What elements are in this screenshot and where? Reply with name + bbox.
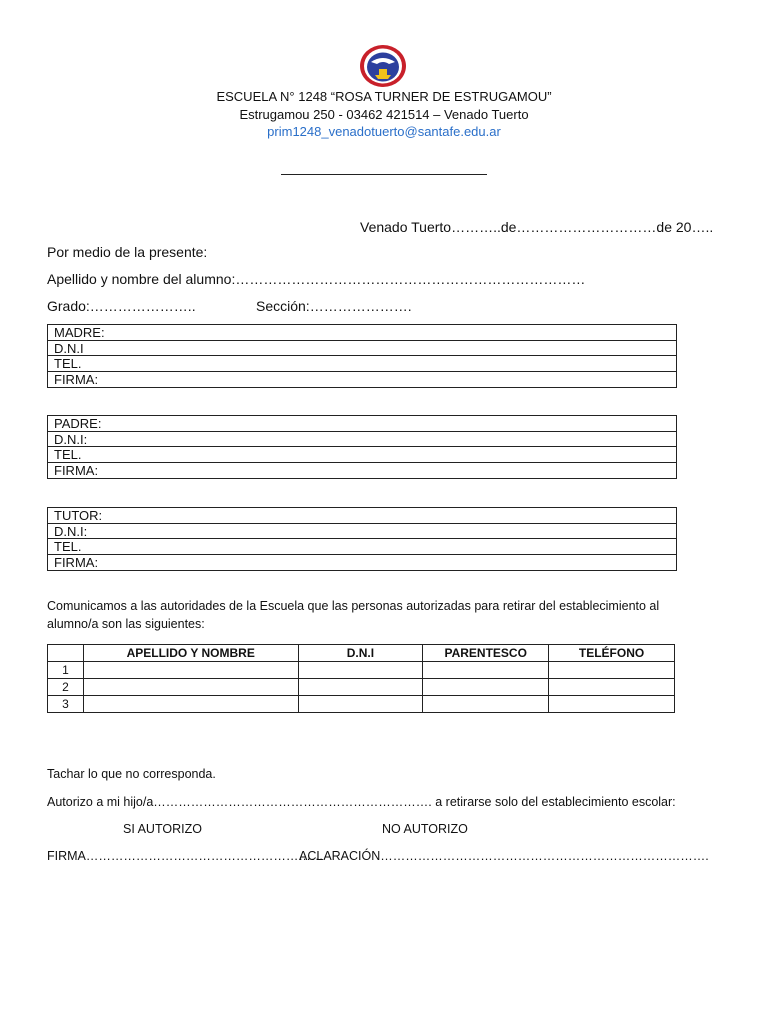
notice-line-2: alumno/a son las siguientes: <box>47 617 205 631</box>
relationship-cell[interactable] <box>423 662 549 679</box>
mother-box <box>47 324 677 388</box>
relationship-cell[interactable] <box>423 696 549 713</box>
yes-authorize-option[interactable]: SI AUTORIZO <box>123 822 202 836</box>
school-email[interactable]: prim1248_venadotuerto@santafe.edu.ar <box>267 124 501 139</box>
relationship-cell[interactable] <box>423 679 549 696</box>
row-number: 2 <box>48 679 84 696</box>
dni-cell[interactable] <box>298 679 423 696</box>
dni-cell[interactable] <box>298 662 423 679</box>
table-header-relationship: PARENTESCO <box>423 645 549 662</box>
name-cell[interactable] <box>83 696 298 713</box>
school-address: Estrugamou 250 - 03462 421514 – Venado Tuerto <box>239 107 529 122</box>
intro-text: Por medio de la presente: <box>47 244 208 260</box>
header-rule <box>281 174 487 175</box>
name-cell[interactable] <box>83 662 298 679</box>
tutor-signature: FIRMA: <box>54 554 99 570</box>
father-label: PADRE: <box>48 416 676 432</box>
mother-tel: TEL. <box>48 356 676 372</box>
father-tel: TEL. <box>48 447 676 463</box>
table-header-row <box>48 645 675 662</box>
strike-instruction: Tachar lo que no corresponda. <box>47 767 216 781</box>
name-cell[interactable] <box>83 679 298 696</box>
school-name: ESCUELA N° 1248 “ROSA TURNER DE ESTRUGAMOU” <box>216 89 552 104</box>
dni-cell[interactable] <box>298 696 423 713</box>
section-line: Sección:…………………. <box>256 298 412 314</box>
tutor-label: TUTOR: <box>48 508 676 524</box>
authorization-line: Autorizo a mi hijo/a…………………………………………………………. a retirarse solo del establecimiento escolar: <box>47 795 676 809</box>
date-line: Venado Tuerto………..de…………………………de 20….. <box>360 219 714 235</box>
father-signature: FIRMA: <box>54 462 99 478</box>
table-header-name: APELLIDO Y NOMBRE <box>83 645 298 662</box>
grade-line: Grado:………………….. <box>47 298 196 314</box>
table-header-dni: D.N.I <box>298 645 423 662</box>
no-authorize-option[interactable]: NO AUTORIZO <box>382 822 468 836</box>
phone-cell[interactable] <box>549 696 675 713</box>
table-row <box>48 696 675 713</box>
signature-line: FIRMA………………………………………………… <box>47 849 324 863</box>
table-row <box>48 679 675 696</box>
school-logo <box>359 44 407 88</box>
phone-cell[interactable] <box>549 679 675 696</box>
father-dni: D.N.I: <box>48 432 676 448</box>
tutor-box <box>47 507 677 571</box>
authorized-persons-table <box>47 644 675 713</box>
notice-line-1: Comunicamos a las autoridades de la Escuela que las personas autorizadas para retirar del establecimiento al <box>47 599 660 613</box>
mother-dni: D.N.I <box>48 341 676 357</box>
table-row <box>48 662 675 679</box>
father-box <box>47 415 677 479</box>
row-number: 1 <box>48 662 84 679</box>
phone-cell[interactable] <box>549 662 675 679</box>
table-header-phone: TELÉFONO <box>549 645 675 662</box>
mother-label: MADRE: <box>48 325 676 341</box>
mother-signature: FIRMA: <box>54 371 99 387</box>
row-number: 3 <box>48 696 84 713</box>
tutor-dni: D.N.I: <box>48 524 676 540</box>
clarification-line: ACLARACIÓN……………………………………………………………………. <box>299 849 709 863</box>
tutor-tel: TEL. <box>48 539 676 555</box>
table-header-number <box>48 645 84 662</box>
student-name-line: Apellido y nombre del alumno:………………………………………………………………… <box>47 271 586 287</box>
